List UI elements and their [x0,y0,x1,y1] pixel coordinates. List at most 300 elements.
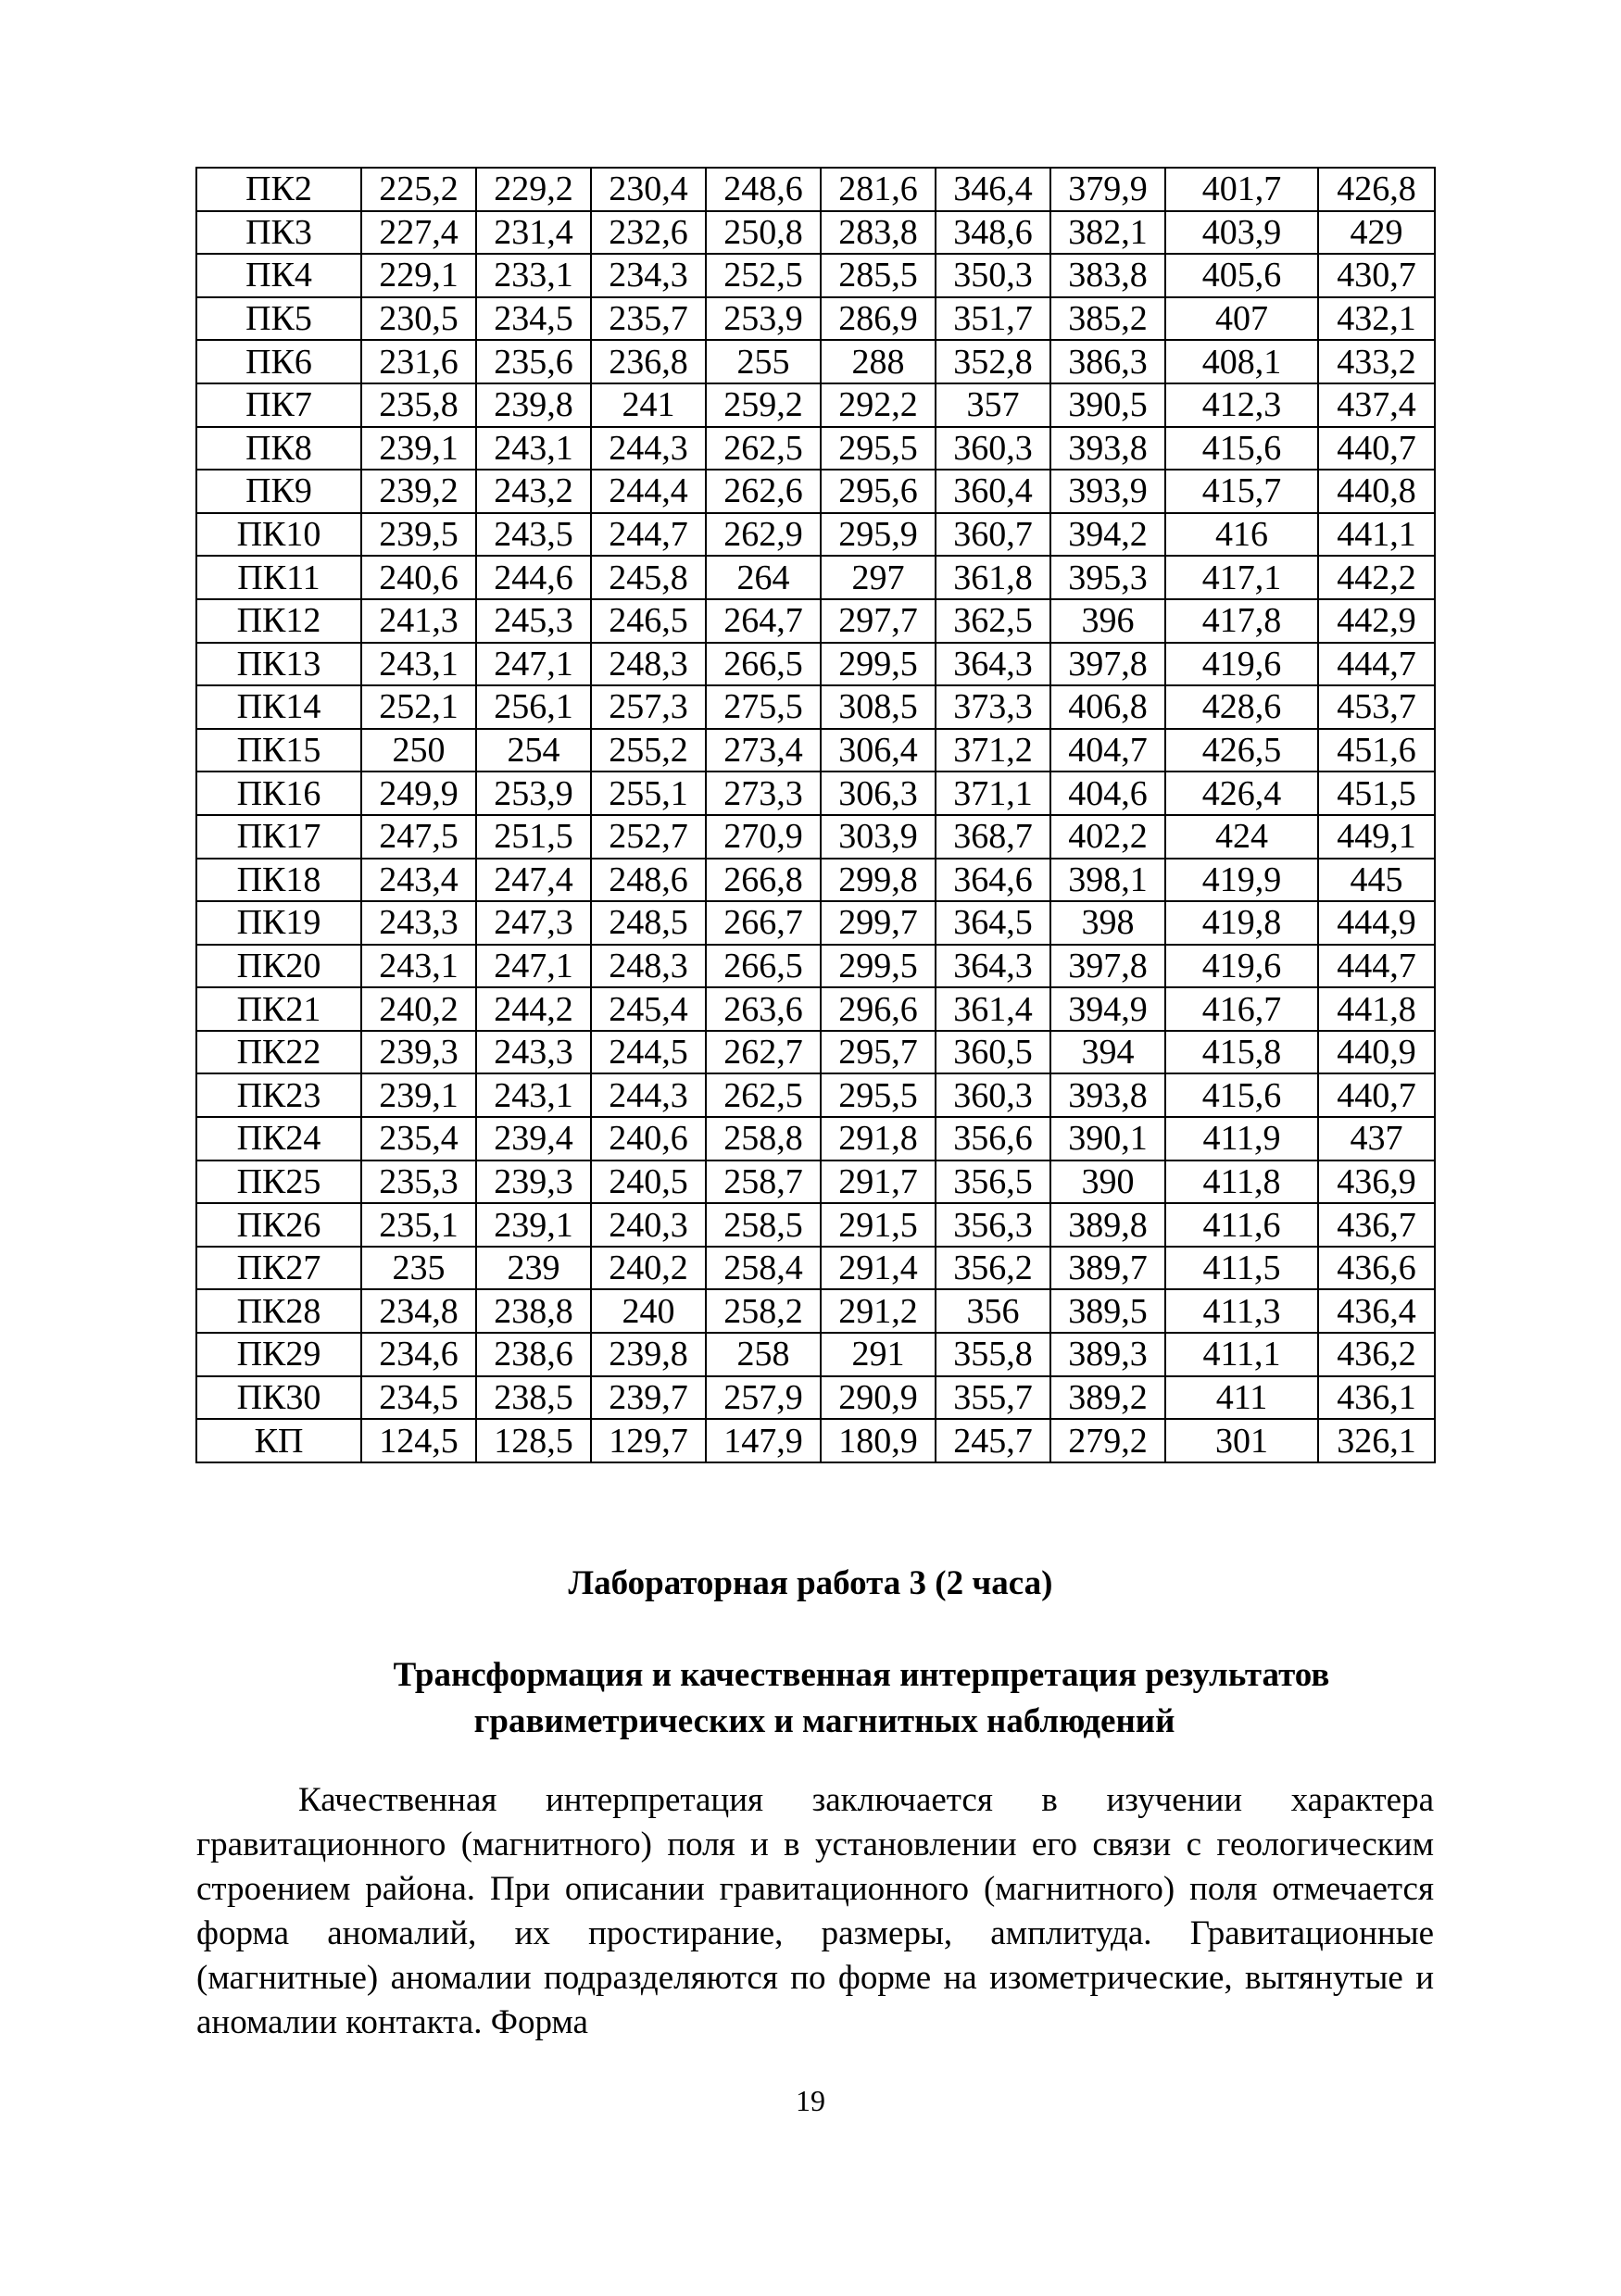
table-cell: 263,6 [706,987,821,1031]
table-cell: 299,7 [821,901,936,945]
table-cell: 244,3 [591,427,706,470]
table-row [196,556,1435,599]
table-cell: 239,3 [476,1161,591,1204]
table-cell: 240,6 [361,556,476,599]
table-row [196,772,1435,815]
table-cell: 262,9 [706,513,821,557]
table-row [196,513,1435,557]
table-cell: 415,7 [1165,470,1318,513]
table-cell: 249,9 [361,772,476,815]
table-cell: 251,5 [476,815,591,859]
table-cell: 295,5 [821,427,936,470]
table-cell: 299,5 [821,643,936,686]
table-cell: 234,3 [591,254,706,297]
table-cell: 411,6 [1165,1203,1318,1247]
table-cell: 417,1 [1165,556,1318,599]
table-cell: 397,8 [1050,945,1165,988]
table-cell: 235 [361,1247,476,1290]
table-cell: 235,4 [361,1117,476,1161]
table-cell: 436,2 [1318,1333,1435,1376]
table-cell: 229,1 [361,254,476,297]
table-cell: 396 [1050,599,1165,643]
table-cell: 408,1 [1165,340,1318,383]
table-cell: 411,3 [1165,1289,1318,1333]
table-cell: 234,5 [476,297,591,341]
table-cell: 255,2 [591,729,706,772]
table-row [196,427,1435,470]
row-label-cell: ПК27 [196,1247,361,1290]
table-cell: 235,7 [591,297,706,341]
table-cell: 415,8 [1165,1031,1318,1074]
table-cell: 259,2 [706,383,821,427]
table-cell: 248,5 [591,901,706,945]
table-cell: 451,6 [1318,729,1435,772]
lab-work-title: Лабораторная работа 3 (2 часа) [568,1564,1053,1602]
table-cell: 285,5 [821,254,936,297]
table-cell: 419,8 [1165,901,1318,945]
table-cell: 295,9 [821,513,936,557]
table-cell: 240 [591,1289,706,1333]
table-cell: 244,7 [591,513,706,557]
table-cell: 390,5 [1050,383,1165,427]
table-cell: 252,5 [706,254,821,297]
table-cell: 356,6 [936,1117,1050,1161]
table-cell: 245,8 [591,556,706,599]
table-cell: 244,2 [476,987,591,1031]
table-cell: 247,1 [476,643,591,686]
row-label-cell: ПК22 [196,1031,361,1074]
table-cell: 281,6 [821,168,936,211]
table-cell: 295,7 [821,1031,936,1074]
table-row [196,168,1435,211]
table-cell: 440,7 [1318,427,1435,470]
table-cell: 411,5 [1165,1247,1318,1290]
table-cell: 361,4 [936,987,1050,1031]
table-cell: 403,9 [1165,211,1318,255]
table-cell: 441,8 [1318,987,1435,1031]
table-row [196,987,1435,1031]
table-row [196,1247,1435,1290]
table-row [196,254,1435,297]
table-cell: 426,5 [1165,729,1318,772]
row-label-cell: ПК4 [196,254,361,297]
table-cell: 124,5 [361,1419,476,1462]
table-cell: 299,5 [821,945,936,988]
table-cell: 449,1 [1318,815,1435,859]
table-cell: 390 [1050,1161,1165,1204]
row-label-cell: ПК10 [196,513,361,557]
table-cell: 368,7 [936,815,1050,859]
table-cell: 437 [1318,1117,1435,1161]
row-label-cell: ПК7 [196,383,361,427]
row-label-cell: ПК12 [196,599,361,643]
table-cell: 245,7 [936,1419,1050,1462]
table-cell: 352,8 [936,340,1050,383]
table-cell: 248,3 [591,643,706,686]
table-row [196,901,1435,945]
table-cell: 436,4 [1318,1289,1435,1333]
table-cell: 356,2 [936,1247,1050,1290]
row-label-cell: ПК3 [196,211,361,255]
table-body [196,168,1435,1462]
table-cell: 240,6 [591,1117,706,1161]
table-cell: 286,9 [821,297,936,341]
table-cell: 254 [476,729,591,772]
table-cell: 297,7 [821,599,936,643]
topic-title [278,1652,1445,1745]
table-cell: 411,9 [1165,1117,1318,1161]
table-cell: 239,1 [361,1073,476,1117]
table-cell: 360,7 [936,513,1050,557]
table-cell: 245,4 [591,987,706,1031]
table-cell: 419,6 [1165,945,1318,988]
table-cell: 264 [706,556,821,599]
table-cell: 451,5 [1318,772,1435,815]
table-cell: 356,3 [936,1203,1050,1247]
table-cell: 379,9 [1050,168,1165,211]
table-cell: 296,6 [821,987,936,1031]
table-cell: 382,1 [1050,211,1165,255]
table-cell: 355,7 [936,1376,1050,1420]
table-row [196,1203,1435,1247]
table-cell: 364,3 [936,643,1050,686]
table-cell: 426,4 [1165,772,1318,815]
row-label-cell: ПК14 [196,685,361,729]
table-cell: 255,1 [591,772,706,815]
table-cell: 234,5 [361,1376,476,1420]
row-label-cell: ПК30 [196,1376,361,1420]
table-row [196,297,1435,341]
table-cell: 236,8 [591,340,706,383]
table-row [196,1333,1435,1376]
table-row [196,383,1435,427]
page-number: 19 [796,2084,825,2117]
table-cell: 412,3 [1165,383,1318,427]
table-cell: 364,3 [936,945,1050,988]
table-row [196,1289,1435,1333]
table-cell: 291,4 [821,1247,936,1290]
table-cell: 244,4 [591,470,706,513]
table-cell: 364,6 [936,859,1050,902]
table-cell: 288 [821,340,936,383]
table-cell: 291,7 [821,1161,936,1204]
table-cell: 297 [821,556,936,599]
table-cell: 357 [936,383,1050,427]
table-cell: 235,6 [476,340,591,383]
row-label-cell: ПК23 [196,1073,361,1117]
table-cell: 273,4 [706,729,821,772]
table-row [196,859,1435,902]
table-cell: 279,2 [1050,1419,1165,1462]
table-cell: 394 [1050,1031,1165,1074]
table-row [196,643,1435,686]
table-cell: 411,8 [1165,1161,1318,1204]
table-cell: 389,8 [1050,1203,1165,1247]
table-cell: 306,4 [821,729,936,772]
table-cell: 428,6 [1165,685,1318,729]
table-cell: 225,2 [361,168,476,211]
table-cell: 258,8 [706,1117,821,1161]
table-cell: 419,6 [1165,643,1318,686]
table-cell: 258,7 [706,1161,821,1204]
table-cell: 436,1 [1318,1376,1435,1420]
table-cell: 433,2 [1318,340,1435,383]
table-cell: 436,9 [1318,1161,1435,1204]
row-label-cell: ПК21 [196,987,361,1031]
row-label-cell: ПК20 [196,945,361,988]
row-label-cell: ПК28 [196,1289,361,1333]
table-cell: 231,4 [476,211,591,255]
table-cell: 262,5 [706,1073,821,1117]
table-cell: 247,5 [361,815,476,859]
table-cell: 283,8 [821,211,936,255]
table-cell: 247,1 [476,945,591,988]
table-cell: 440,7 [1318,1073,1435,1117]
table-cell: 235,3 [361,1161,476,1204]
table-cell: 389,2 [1050,1376,1165,1420]
table-cell: 389,3 [1050,1333,1165,1376]
table-row [196,1419,1435,1462]
table-cell: 129,7 [591,1419,706,1462]
table-cell: 299,8 [821,859,936,902]
table-row [196,340,1435,383]
table-cell: 147,9 [706,1419,821,1462]
table-cell: 406,8 [1050,685,1165,729]
table-cell: 246,5 [591,599,706,643]
table-cell: 364,5 [936,901,1050,945]
table-cell: 361,8 [936,556,1050,599]
table-cell: 239 [476,1247,591,1290]
table-cell: 243,1 [476,1073,591,1117]
table-cell: 266,5 [706,643,821,686]
table-cell: 395,3 [1050,556,1165,599]
table-cell: 356 [936,1289,1050,1333]
table-cell: 401,7 [1165,168,1318,211]
table-cell: 416 [1165,513,1318,557]
row-label-cell: ПК16 [196,772,361,815]
table-cell: 291,2 [821,1289,936,1333]
table-cell: 385,2 [1050,297,1165,341]
table-cell: 389,7 [1050,1247,1165,1290]
table-cell: 326,1 [1318,1419,1435,1462]
row-label-cell: ПК17 [196,815,361,859]
table-cell: 258,4 [706,1247,821,1290]
table-cell: 346,4 [936,168,1050,211]
table-cell: 355,8 [936,1333,1050,1376]
table-cell: 424 [1165,815,1318,859]
table-cell: 250,8 [706,211,821,255]
table-cell: 398,1 [1050,859,1165,902]
table-cell: 415,6 [1165,1073,1318,1117]
row-label-cell: ПК13 [196,643,361,686]
table-cell: 295,5 [821,1073,936,1117]
table-cell: 386,3 [1050,340,1165,383]
table-cell: 415,6 [1165,427,1318,470]
table-cell: 411,1 [1165,1333,1318,1376]
table-cell: 444,7 [1318,643,1435,686]
table-cell: 404,7 [1050,729,1165,772]
table-cell: 292,2 [821,383,936,427]
table-cell: 234,6 [361,1333,476,1376]
table-cell: 371,2 [936,729,1050,772]
body-paragraph: Качественная интерпретация заключается в изучении характера гравитационного (магнитного) поля и в установлении его связи с геологическим строением района. При описании гравитационного (магнитного) поля отмечается форма аномалий, их простирание, размеры, амплитуда. Гравитационные (магнитные) аномалии подразделяются по форме на изометрические, вытянутые и аномалии контакта. Форма [196,1781,1434,2041]
table-cell: 247,4 [476,859,591,902]
table-cell: 264,7 [706,599,821,643]
table-cell: 241 [591,383,706,427]
table-cell: 444,9 [1318,901,1435,945]
table-cell: 444,7 [1318,945,1435,988]
table-cell: 351,7 [936,297,1050,341]
table-cell: 258,2 [706,1289,821,1333]
table-cell: 360,3 [936,1073,1050,1117]
table-cell: 291,8 [821,1117,936,1161]
table-cell: 393,9 [1050,470,1165,513]
table-row [196,1376,1435,1420]
table-cell: 430,7 [1318,254,1435,297]
table-cell: 240,2 [591,1247,706,1290]
table-cell: 241,3 [361,599,476,643]
table-cell: 240,5 [591,1161,706,1204]
table-cell: 253,9 [706,297,821,341]
table-cell: 440,8 [1318,470,1435,513]
table-cell: 270,9 [706,815,821,859]
row-label-cell: ПК9 [196,470,361,513]
table-cell: 230,5 [361,297,476,341]
table-cell: 393,8 [1050,427,1165,470]
data-table [195,167,1436,1463]
table-cell: 239,7 [591,1376,706,1420]
table-cell: 416,7 [1165,987,1318,1031]
table-cell: 440,9 [1318,1031,1435,1074]
table-cell: 442,2 [1318,556,1435,599]
table-cell: 180,9 [821,1419,936,1462]
row-label-cell: ПК2 [196,168,361,211]
table-cell: 436,6 [1318,1247,1435,1290]
topic-title-line2: гравиметрических и магнитных наблюдений [473,1702,1175,1740]
table-cell: 233,1 [476,254,591,297]
table-cell: 429 [1318,211,1435,255]
table-cell: 453,7 [1318,685,1435,729]
table-cell: 243,5 [476,513,591,557]
table-cell: 239,8 [476,383,591,427]
table-cell: 266,8 [706,859,821,902]
table-cell: 240,2 [361,987,476,1031]
table-cell: 266,7 [706,901,821,945]
table-cell: 230,4 [591,168,706,211]
table-cell: 239,2 [361,470,476,513]
row-label-cell: ПК11 [196,556,361,599]
table-cell: 243,4 [361,859,476,902]
table-cell: 362,5 [936,599,1050,643]
table-cell: 240,3 [591,1203,706,1247]
table-cell: 291,5 [821,1203,936,1247]
table-cell: 248,6 [591,859,706,902]
table-row [196,211,1435,255]
table-row [196,1073,1435,1117]
table-cell: 235,1 [361,1203,476,1247]
table-cell: 290,9 [821,1376,936,1420]
table-cell: 257,3 [591,685,706,729]
table-cell: 239,1 [476,1203,591,1247]
table-cell: 238,6 [476,1333,591,1376]
row-label-cell: КП [196,1419,361,1462]
table-cell: 360,4 [936,470,1050,513]
table-cell: 229,2 [476,168,591,211]
table-cell: 262,6 [706,470,821,513]
table-cell: 243,3 [361,901,476,945]
table-row [196,685,1435,729]
table-cell: 437,4 [1318,383,1435,427]
table-cell: 441,1 [1318,513,1435,557]
table-cell: 393,8 [1050,1073,1165,1117]
row-label-cell: ПК26 [196,1203,361,1247]
table-cell: 239,4 [476,1117,591,1161]
table-cell: 426,8 [1318,168,1435,211]
table-cell: 244,3 [591,1073,706,1117]
table-cell: 128,5 [476,1419,591,1462]
row-label-cell: ПК29 [196,1333,361,1376]
table-cell: 390,1 [1050,1117,1165,1161]
table-cell: 411 [1165,1376,1318,1420]
table-cell: 257,9 [706,1376,821,1420]
table-cell: 258 [706,1333,821,1376]
table-cell: 356,5 [936,1161,1050,1204]
table-row [196,1117,1435,1161]
table-cell: 442,9 [1318,599,1435,643]
row-label-cell: ПК5 [196,297,361,341]
table-cell: 266,5 [706,945,821,988]
table-cell: 295,6 [821,470,936,513]
table-cell: 250 [361,729,476,772]
table-cell: 256,1 [476,685,591,729]
table-cell: 243,2 [476,470,591,513]
table-cell: 238,5 [476,1376,591,1420]
row-label-cell: ПК8 [196,427,361,470]
table-cell: 253,9 [476,772,591,815]
table-cell: 303,9 [821,815,936,859]
table-row [196,1031,1435,1074]
table-cell: 227,4 [361,211,476,255]
table-cell: 243,3 [476,1031,591,1074]
row-label-cell: ПК25 [196,1161,361,1204]
table-cell: 350,3 [936,254,1050,297]
table-cell: 404,6 [1050,772,1165,815]
table-cell: 348,6 [936,211,1050,255]
table-cell: 247,3 [476,901,591,945]
table-cell: 360,5 [936,1031,1050,1074]
table-cell: 243,1 [361,945,476,988]
table-cell: 244,6 [476,556,591,599]
table-cell: 308,5 [821,685,936,729]
table-cell: 239,8 [591,1333,706,1376]
row-label-cell: ПК24 [196,1117,361,1161]
table-row [196,729,1435,772]
table-cell: 239,5 [361,513,476,557]
topic-title-line1: Трансформация и качественная интерпретация результатов [393,1656,1330,1694]
table-cell: 371,1 [936,772,1050,815]
table-cell: 417,8 [1165,599,1318,643]
table-cell: 373,3 [936,685,1050,729]
row-label-cell: ПК18 [196,859,361,902]
table-cell: 243,1 [361,643,476,686]
table-cell: 234,8 [361,1289,476,1333]
row-label-cell: ПК19 [196,901,361,945]
table-cell: 258,5 [706,1203,821,1247]
table-cell: 252,7 [591,815,706,859]
table-cell: 238,8 [476,1289,591,1333]
row-label-cell: ПК6 [196,340,361,383]
table-row [196,599,1435,643]
